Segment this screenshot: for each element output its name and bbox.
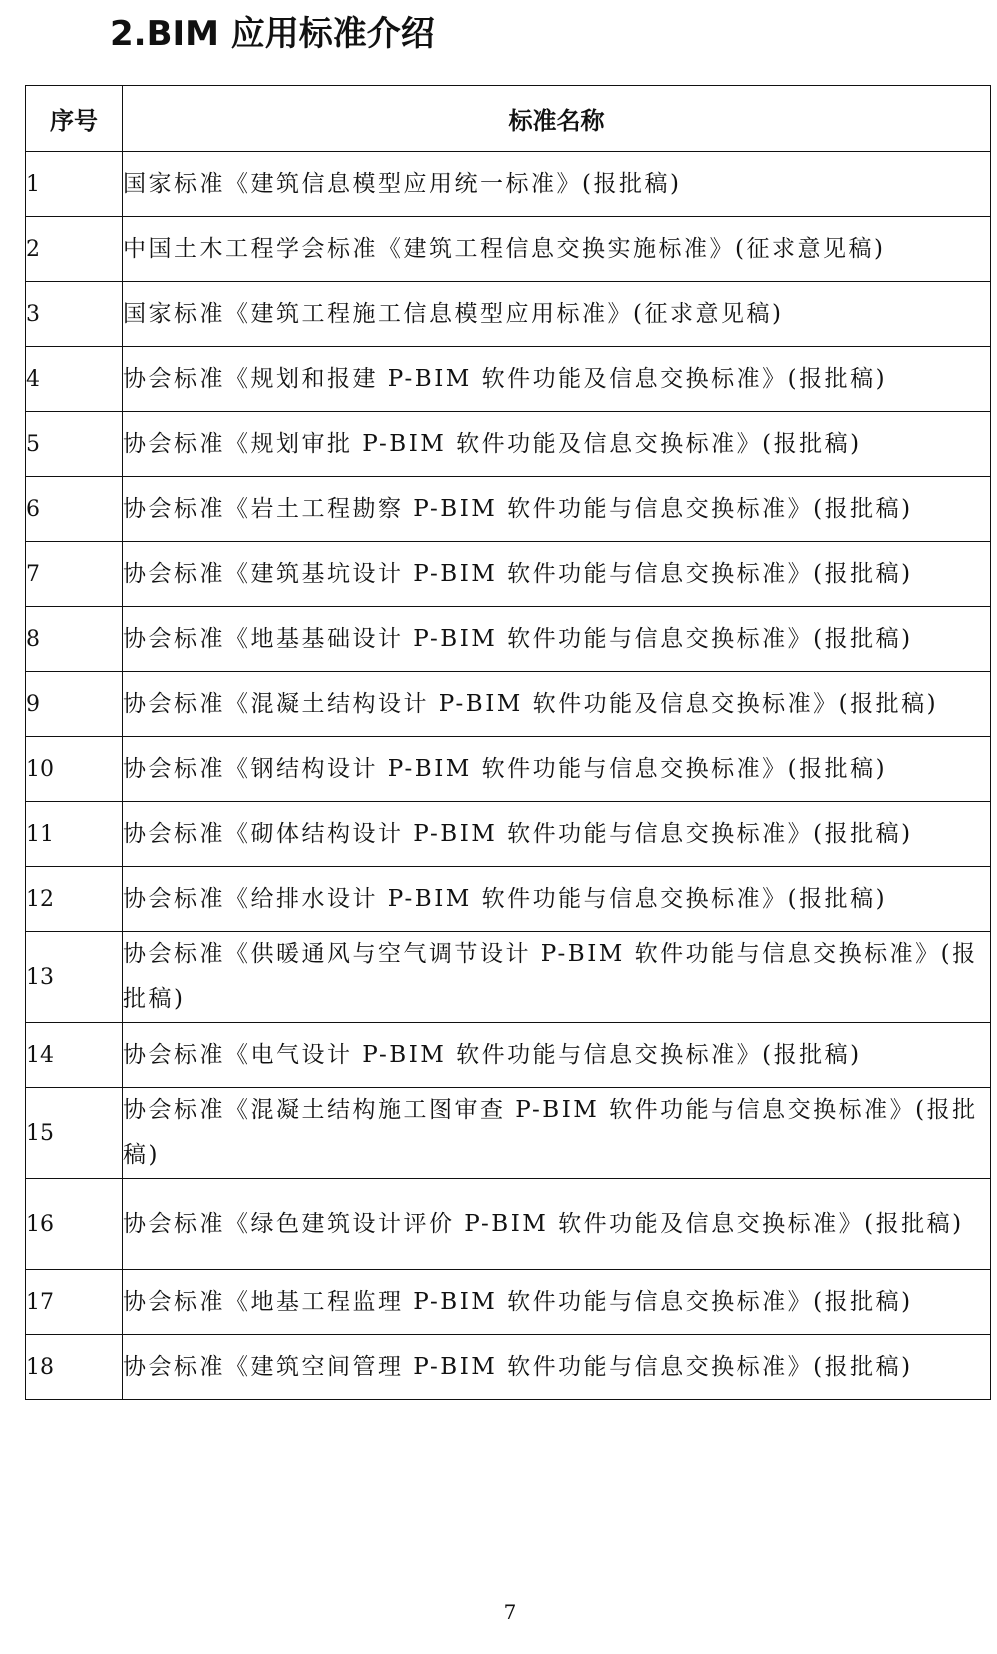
- table-row: [26, 1270, 991, 1335]
- row-serial-number: 5: [26, 412, 123, 477]
- row-serial-number: 6: [26, 477, 123, 542]
- table-row: [26, 867, 991, 932]
- table-row: [26, 1335, 991, 1400]
- row-serial-number: 16: [26, 1179, 123, 1270]
- row-standard-name: 中国土木工程学会标准《建筑工程信息交换实施标准》(征求意见稿): [123, 217, 991, 282]
- row-standard-name: 协会标准《混凝土结构施工图审查 P-BIM 软件功能与信息交换标准》(报批稿): [123, 1088, 991, 1179]
- row-serial-number: 13: [26, 932, 123, 1023]
- standards-table: [25, 85, 991, 1400]
- row-standard-name: 国家标准《建筑信息模型应用统一标准》(报批稿): [123, 152, 991, 217]
- header-standard-name: 标准名称: [123, 86, 991, 152]
- page-title: 2.BIM 应用标准介绍: [110, 14, 435, 54]
- table-header-row: [26, 86, 991, 152]
- row-serial-number: 18: [26, 1335, 123, 1400]
- row-serial-number: 8: [26, 607, 123, 672]
- row-standard-name: 协会标准《建筑基坑设计 P-BIM 软件功能与信息交换标准》(报批稿): [123, 542, 991, 607]
- table-row: [26, 1179, 991, 1270]
- table-body: [26, 152, 991, 1400]
- row-serial-number: 14: [26, 1023, 123, 1088]
- row-serial-number: 1: [26, 152, 123, 217]
- table-row: [26, 152, 991, 217]
- header-serial-number: 序号: [26, 86, 123, 152]
- row-serial-number: 10: [26, 737, 123, 802]
- row-serial-number: 17: [26, 1270, 123, 1335]
- table-row: [26, 607, 991, 672]
- row-serial-number: 11: [26, 802, 123, 867]
- table-row: [26, 542, 991, 607]
- row-serial-number: 15: [26, 1088, 123, 1179]
- row-standard-name: 协会标准《地基基础设计 P-BIM 软件功能与信息交换标准》(报批稿): [123, 607, 991, 672]
- row-standard-name: 协会标准《岩土工程勘察 P-BIM 软件功能与信息交换标准》(报批稿): [123, 477, 991, 542]
- table-row: [26, 217, 991, 282]
- row-serial-number: 12: [26, 867, 123, 932]
- row-standard-name: 协会标准《绿色建筑设计评价 P-BIM 软件功能及信息交换标准》(报批稿): [123, 1179, 991, 1270]
- row-standard-name: 协会标准《钢结构设计 P-BIM 软件功能与信息交换标准》(报批稿): [123, 737, 991, 802]
- table-row: [26, 932, 991, 1023]
- row-standard-name: 国家标准《建筑工程施工信息模型应用标准》(征求意见稿): [123, 282, 991, 347]
- row-standard-name: 协会标准《混凝土结构设计 P-BIM 软件功能及信息交换标准》(报批稿): [123, 672, 991, 737]
- row-serial-number: 7: [26, 542, 123, 607]
- row-standard-name: 协会标准《供暖通风与空气调节设计 P-BIM 软件功能与信息交换标准》(报批稿): [123, 932, 991, 1023]
- table-row: [26, 282, 991, 347]
- row-standard-name: 协会标准《给排水设计 P-BIM 软件功能与信息交换标准》(报批稿): [123, 867, 991, 932]
- table-row: [26, 347, 991, 412]
- table-row: [26, 672, 991, 737]
- row-standard-name: 协会标准《建筑空间管理 P-BIM 软件功能与信息交换标准》(报批稿): [123, 1335, 991, 1400]
- table-row: [26, 1088, 991, 1179]
- table-row: [26, 802, 991, 867]
- row-serial-number: 3: [26, 282, 123, 347]
- row-standard-name: 协会标准《地基工程监理 P-BIM 软件功能与信息交换标准》(报批稿): [123, 1270, 991, 1335]
- row-standard-name: 协会标准《规划审批 P-BIM 软件功能及信息交换标准》(报批稿): [123, 412, 991, 477]
- table-row: [26, 412, 991, 477]
- row-serial-number: 2: [26, 217, 123, 282]
- row-standard-name: 协会标准《砌体结构设计 P-BIM 软件功能与信息交换标准》(报批稿): [123, 802, 991, 867]
- page-number: 7: [503, 1600, 517, 1624]
- row-standard-name: 协会标准《规划和报建 P-BIM 软件功能及信息交换标准》(报批稿): [123, 347, 991, 412]
- table-row: [26, 737, 991, 802]
- table-row: [26, 1023, 991, 1088]
- row-standard-name: 协会标准《电气设计 P-BIM 软件功能与信息交换标准》(报批稿): [123, 1023, 991, 1088]
- row-serial-number: 4: [26, 347, 123, 412]
- table-row: [26, 477, 991, 542]
- row-serial-number: 9: [26, 672, 123, 737]
